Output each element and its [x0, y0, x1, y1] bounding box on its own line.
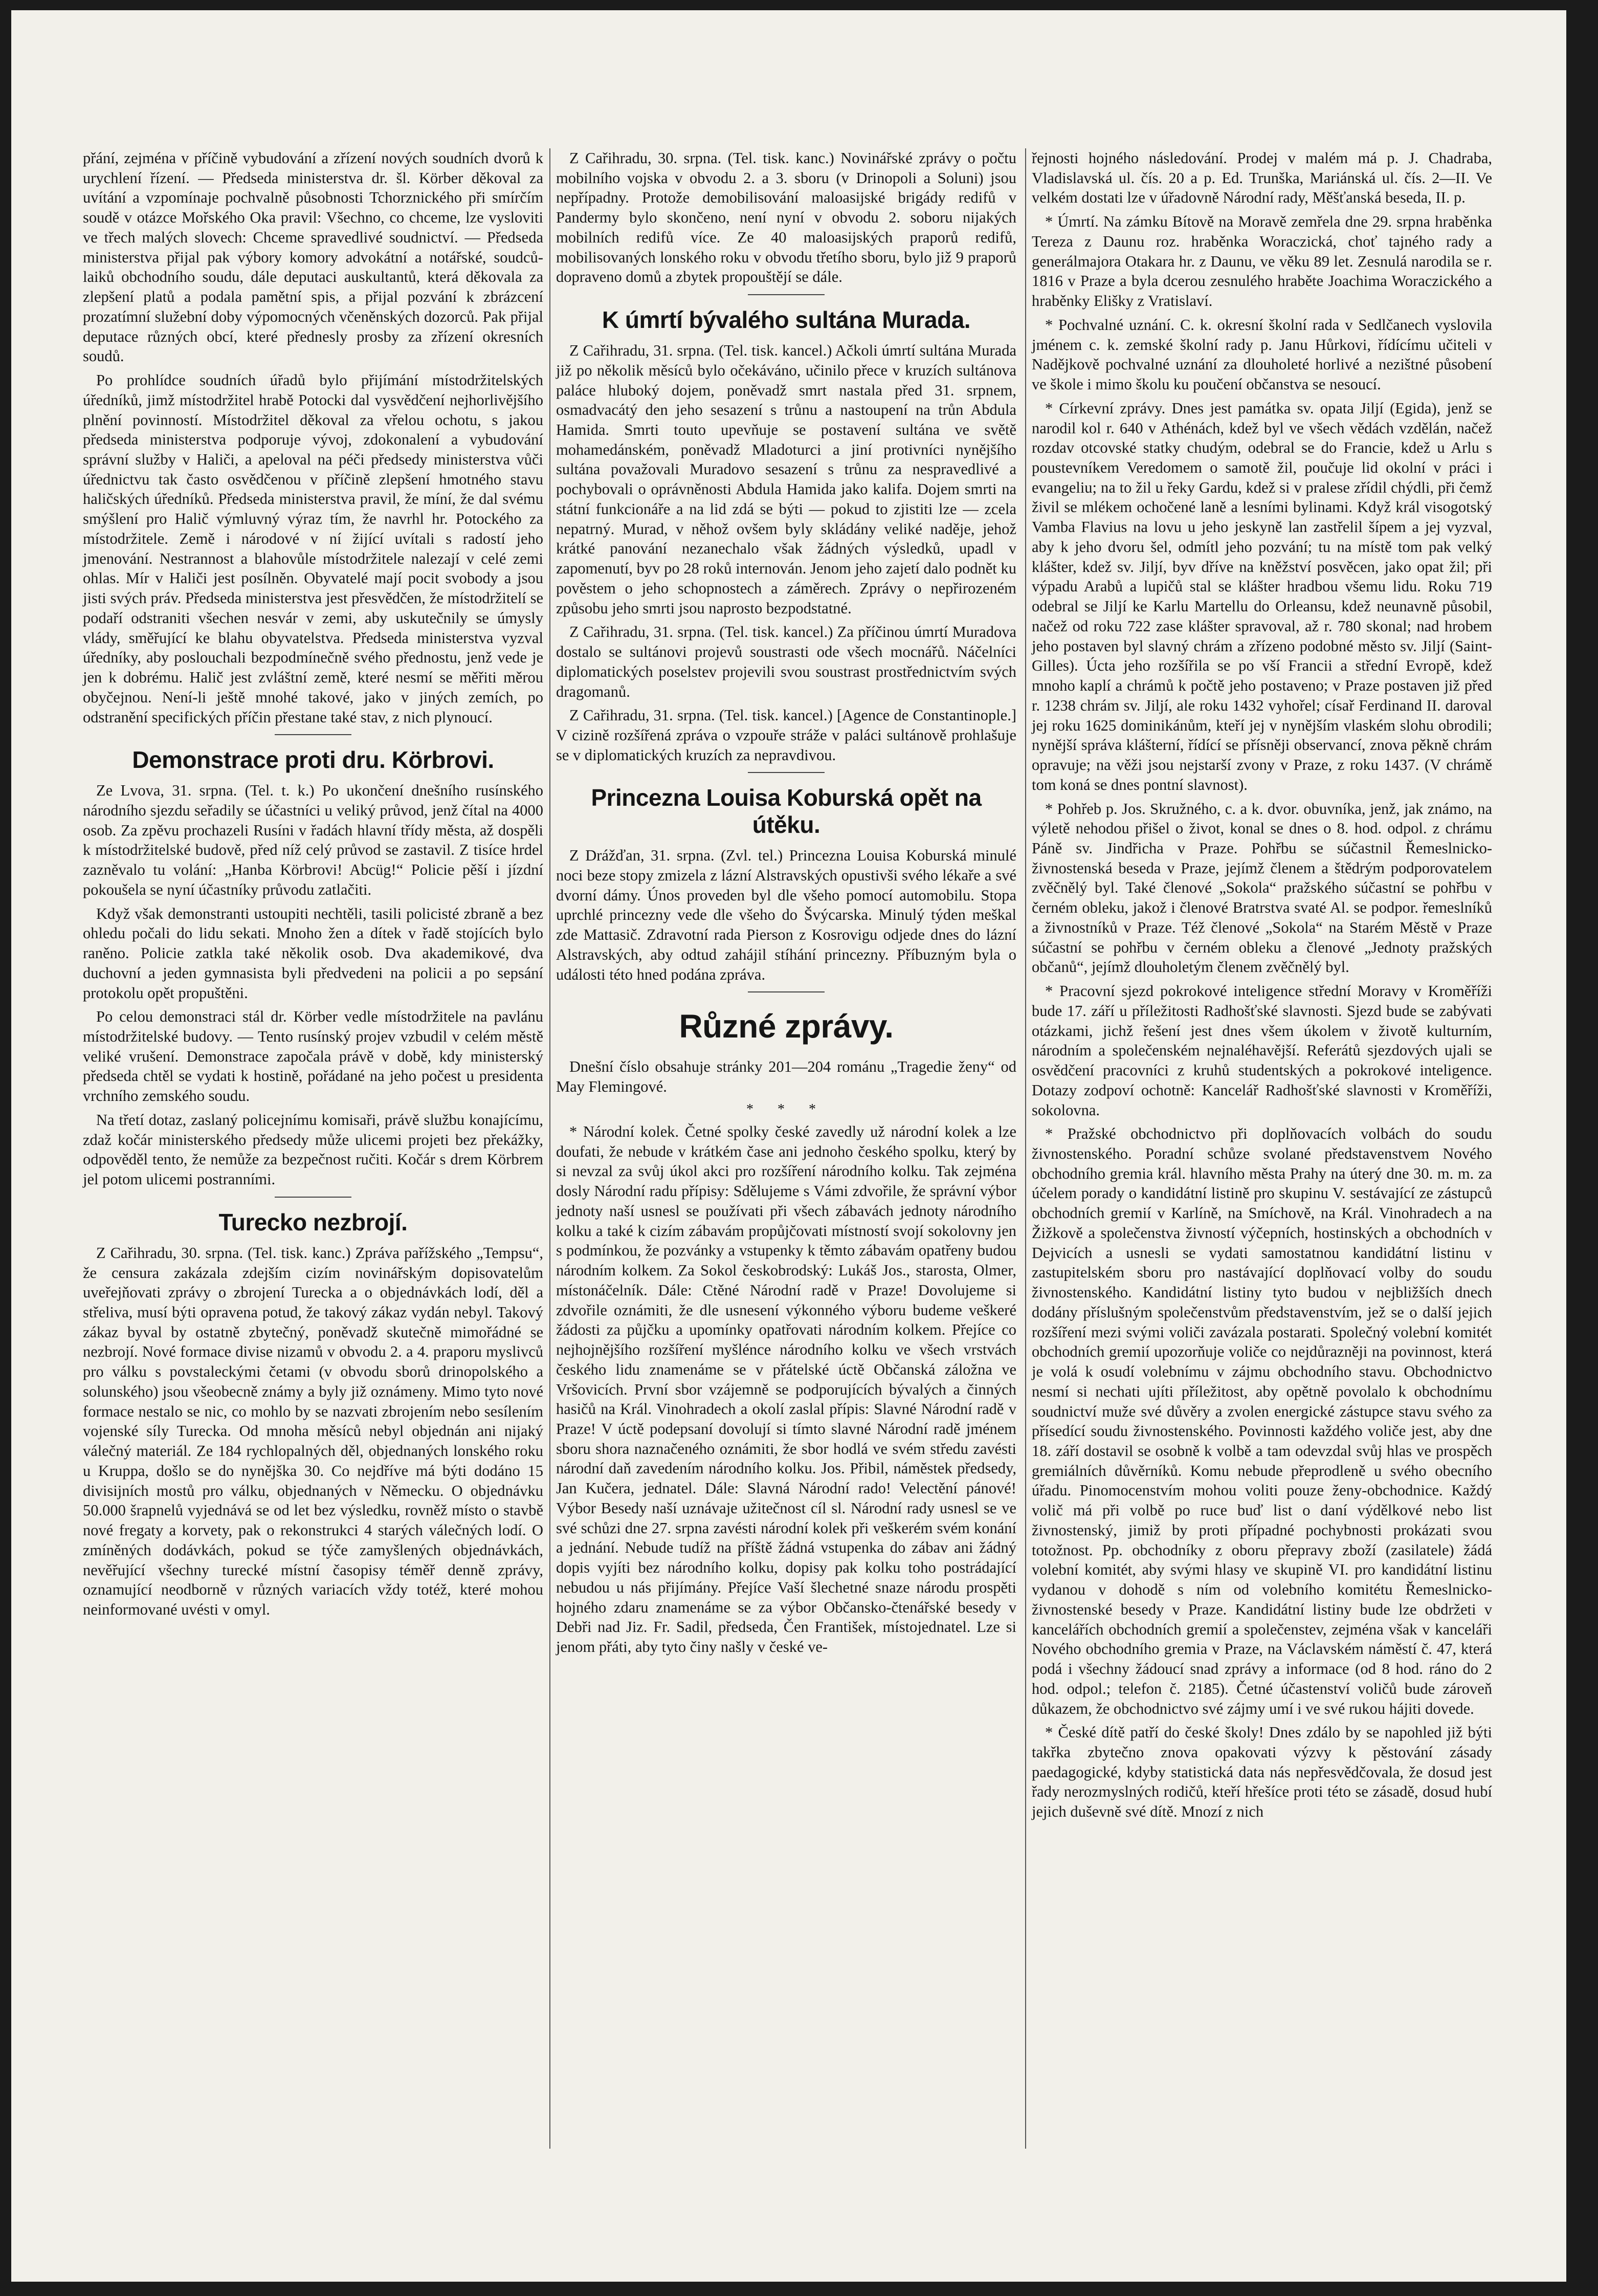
article-paragraph: * Církevní zprávy. Dnes jest památka sv. opata Jiljí (Egida), jenž se narodil kol r. 640 v Athénách, kdež byl ve všech vědách vzdělán, načež rozdav otcovské statky chudým, odebral se do Francie, kdež u Arlu s poustevníkem Veredomem o samotě žil, poučuje lid okolní v práci i evangeliu; na to žil u řeky Gardu, kdež si v pralese zřídil chýdli, při čemž živil se mlékem ochočené laně a lesními bylinami. Když král visogotský Vamba Flavius na lovu u jeho jeskyně lan zastřelil šípem a jej vyzval, aby k jeho dvoru šel, odmítl jeho pozvání; tu na místě tom pak velký klášter, kdež sv. Jiljí, byv dříve na kněžství posvěcen, jako opat žil; při výpadu Arabů a lupičů stal se klášter hradbou všemu lidu. Roku 719 odebral se Jiljí ke Karlu Martellu do Orleansu, kdež neunavně působil, načež od roku 722 zase klášter spravoval, až r. 780 skonal; nad hrobem jeho postaven byl slavný chrám a zřízeno podobné město sv. Jiljí (Saint-Gilles). Úcta jeho rozšířila se po vší Francii a střední Evropě, kdež mnoho kaplí a chrámů k počtě jeho postaveno; v Praze postaven již před r. 1238 chrám sv. Jiljí, ale roku 1432 vyhořel; císař Ferdinand II. daroval jej roku 1625 dominikánům, kteří jej v nynějším vlaském slohu obrodili; nynější správa klášterní, řídící se přísněji observancí, znova pěkně chrám opravuje; na věži jsou nejstarší zvony v Praze, z roku 1437. (V chrámě tom koná se dnes pontní slavnost).	[1032, 399, 1492, 793]
separator-rule	[748, 772, 825, 773]
column-divider	[1025, 148, 1026, 2149]
separator-rule	[275, 734, 351, 735]
ornament-dots: * * *	[746, 1101, 826, 1118]
article-paragraph: Ze Lvova, 31. srpna. (Tel. t. k.) Po ukončení dnešního rusínského národního sjezdu seřadily se účastníci u veliký průvod, jenž čítal na 4000 osob. Za zpěvu prochazeli Rusíni v řadách hlavní třídy města, až dospěli k místodržitelské budově, před níž celý průvod se zastavil. Z tisíce hrdel zazněvalo tu volání: „Hanba Körbrovi! Abcüg!“ Policie pěší i jízdní pokoušela se nyní účastníky průvodu zatlačiti.	[83, 782, 543, 898]
article-paragraph: Po prohlídce soudních úřadů bylo přijímání místodržitelských úředníků, jimž místodržitel hrabě Potocki dal vysvědčení nejhorlivějšího plnění povinností. Místodržitel děkoval za vřelou ochotu, s jakou předseda ministerstva podporuje vývoj, zdokonalení a vybudování správní služby v Haliči, a apeloval na péči předsedy ministerstva vůči úřednictvu tak často osvědčenou v příčině zlepšení hmotného stavu haličských úředníků. Předseda ministerstva pravil, že míní, že dal svému smýšlení pro Halič výmluvný výraz tím, že navrhl hr. Potockého za místodržitele. Země i národové v ní žijící uvítali s radostí jeho jmenování. Nestrannost a blahovůle místodržitele nalezají v celé zemi ohlas. Mír v Haliči jest posílněn. Obyvatelé mají pocit svobody a jsou jisti svých práv. Předseda ministerstva jest přesvědčen, že místodržitelí se podaří odstraniti všechen nesvár v zemi, aby uskutečnily se úmysly vlády, směřující ke blahu obyvatelstva. Předseda ministerstva vyzval úředníky, aby poslouchali bezpodmínečně svého přednostu, jenž vede je jen k dobrému. Halič jest zvláštní země, které nesmí se měřiti měrou obyčejnou. Není-li ještě mnohé takové, jako v jiných zemích, po odstranění specifických příčin přestane také stav, z nich plynoucí.	[83, 371, 543, 726]
article-paragraph: * Pohřeb p. Jos. Skružného, c. a k. dvor. obuvníka, jenž, jak známo, na výletě nehodou přišel o život, konal se dnes o 8. hod. odpol. z chrámu Páně sv. Jindřicha v Praze. Pohřbu se súčastnil Řemeslnicko-živnostenská beseda v Praze, jejímž členem a štědrým podporovatelem zvěčnělý byl. Také členové „Sokola“ pražského súčastní se pohřbu v černém obleku, jakož i členové Bratrstva svaté Al. se podpor. řemeslníků a živnostníků v Praze. Též členové „Sokola“ na Starém Městě v Praze súčastní se pohřbu v černém obleku a členové „Jednoty pražských občanů“, jejímž dlouholetým členem zvěčnělý byl.	[1032, 800, 1492, 976]
column-divider	[549, 148, 550, 2149]
article-paragraph: řejnosti hojného následování. Prodej v malém má p. J. Chadraba, Vladislavská ul. čís. 20 a p. Ed. Trunška, Mariánská ul. čís. 2—II. Ve velkém dostati lze v úřadovně Národní rady, Měšťanská beseda, II. p.	[1032, 149, 1492, 207]
article-paragraph: Dnešní číslo obsahuje stránky 201—204 románu „Tragedie ženy“ od May Flemingové.	[556, 1057, 1016, 1095]
article-paragraph: Po celou demonstraci stál dr. Körber vedle místodržitele na pavlánu místodržitelské budovy. — Tento rusínský projev vzbudil v celém městě veliké vrušení. Demonstrace započala právě v době, kdy ministerský předseda chtěl se vydati k hostině, pořádané na jeho počest u presidenta vrchního zemského soudu.	[83, 1008, 543, 1105]
separator-rule	[748, 294, 825, 295]
separator-rule	[748, 991, 825, 992]
article-paragraph: * Pracovní sjezd pokrokové inteligence střední Moravy v Kroměříži bude 17. září u příležitosti Radhošťské slavnosti. Sjezd bude se zabývati otázkami, jichž řešení jest dnes všem úkolem v životě kulturním, národním a společenském nejnaléhavější. Referátů sjezdových ujali se osvědčení pracovníci z kruhů studentských a pokrokové inteligence. Dotazy zodpoví ochotně: Kancelář Radhošťské slavnosti v Kroměříži, sokolovna.	[1032, 982, 1492, 1119]
article-paragraph: Z Cařihradu, 31. srpna. (Tel. tisk. kancel.) [Agence de Constantinople.] V cizině rozšířená zpráva o vzpouře stráže v paláci sultánově prohlašuje se v diplomatických kruzích za nepravdivou.	[556, 707, 1016, 764]
article-paragraph: * Pražské obchodnictvo při doplňovacích volbách do soudu živnostenského. Poradní schůze svolané představenstvem Nového obchodního gremia král. hlavního města Prahy na úterý dne 30. m. m. za účelem porady o kandidátní listině pro skupinu V. sestávající ze zástupců obchodních gremií v Karlíně, na Smíchově, na Král. Vinohradech a na Žižkově a společenstva živností výčepních, hostinských a obchodních v Dejvicích a usnesli se vydati samostatnou kandidátní listinu v zastupitelském sboru pro nastávající doplňovací volby do soudu živnostenského. Kandidátní listiny tyto budou v nejbližších dnech dodány příslušným společenstvům představenstvím, jež se o další jejich rozšíření mezi svými voliči zavázala postarati. Společný volební komitét obchodních gremií upozorňuje voliče co nejdůrazněji na povinnost, která je volá k osudí volebnímu v zájmu obchodního stavu. Obchodnictvo nesmí si nechati ujíti příležitost, aby opětně povolalo k obchodnímu soudnictví muže své důvěry a zvolen energické zástupce stavu svého za přísedící soudu živnostenského. Povinnosti každého voliče jest, aby dne 18. září dostavil se osobně k volbě a tam odevzdal svůj hlas ve prospěch gremiálních důvěrníků. Komu nebude přeprodleně u svého obecního úřadu. Pinomocenstvím mohou voliti pouze ženy-obchodnice. Každý volič má při volbě po ruce buď list o daní výdělkové nebo list živnostenský, jimiž by proti případné pochybnosti prokázati svou totožnost. Pp. obchodníky z oboru přepravy zboží (zasilatele) žádá volební komitét, aby svými hlasy ve skupině VI. pro kandidátní listinu vydanou v dohodě s ním od volebního komitétu Řemeslnicko-živnostenské besedy v Praze. Kandidátní listiny bude lze obdržeti v kancelářích obchodních gremií a společenstev, zejména však v kanceláři Nového obchodního gremia v Praze, na Václavském náměstí č. 47, která podá i všechny žádoucí snad zprávy a informace (od 8 hod. ráno do 2 hod. odpol.; telefon č. 2185). Četné účastenství voličů bude zároveň důkazem, že obchodnictvo své zájmy umí i ve své rukou hájiti dovede.	[1032, 1125, 1492, 1717]
column-3	[1032, 148, 1492, 1826]
separator-rule	[275, 1197, 351, 1198]
article-paragraph: Když však demonstranti ustoupiti nechtěli, tasili policisté zbraně a bez ohledu počali do lidu sekati. Mnoho žen a dítek v řadě stojících bylo raněno. Policie zatkla také několik osob. Dva akademikové, dva duchovní a jeden gymnasista byli předvedeni na policii a po sepsání protokolu opět propuštěni.	[83, 904, 543, 1002]
headline-turecko: Turecko nezbrojí.	[218, 1208, 408, 1235]
article-paragraph: Z Cařihradu, 30. srpna. (Tel. tisk. kanc.) Novinářské zprávy o počtu mobilního vojska v obvodu 2. a 3. sboru (v Drinopoli a Soluni) jsou nepřípadny. Protože demobilisování maloasijské brigády redifů v Pandermy bylo skončeno, není nyní v obvodu 2. soboru nijakých mobilních redifů více. Ze 40 maloasijských praporů redifů, mobilisovaných lonského roku v obvodu třetího sboru, bylo již 9 praporů dopraveno domů a zbytek propouštějí se dále.	[556, 149, 1016, 286]
article-paragraph: * Národní kolek. Četné spolky české zavedly už národní kolek a lze doufati, že nebude v krátkém čase ani jednoho českého spolku, který by si nevzal za svůj úkol akci pro rozšíření národního kolku. Tak zejména dosly Národní radu přípisy: Sdělujeme s Vámi zdvořile, že správní výbor jednoty naší usnesl se používati při všech zábavách jednoty národního kolku a také k cizím zábavám propůjčovati místností svojí sokolovny jen s podmínkou, že pozvánky a vstupenky k těmto zábavám opatřeny budou národním kolkem. Za Sokol českobrodský: Lukáš Jos., starosta, Olmer, místonáčelník. Dále: Ctěné Národní radě v Praze! Dovolujeme si zdvořile oznámiti, že dle usnesení výkonného výboru budeme veškeré žádosti za půjčku a upomínky opatřovati národním kolkem. Přejíce co nejhojnějšího rozšíření myšlénce národního kolku ve všech vrstvách českého lidu znamenáme se v přátelské úctě Občanská záložna ve Vršovicích. První sbor vzájemně se podporujících bývalých a činných hasičů na Král. Vinohradech a okolí zaslal přípis: Slavné Národní radě v Praze! V úctě podepsaní dovolují si tímto slavné Národní radě jménem sboru shora naznačeného oznámiti, že sbor hodlá ve svém středu zavésti národní daň zavedením národního kolku. Jos. Přibil, náměstek předsedy, Jan Kučera, jednatel. Dále: Slavná Národní rado! Velectění pánové! Výbor Besedy naší uznávaje užitečnost cíl sl. Národní rady usnesl se ve své schůzi dne 27. srpna zavésti národní kolek při veškerém svém konání a jednání. Nebude tudíž na příště žádná vstupenka do zábav ani žádný dopis vyjíti bez národního kolku, dopisy pak kolku toho postrádající nebudou u nás přijímány. Přejíce Vaší šlechetné snaze národu prospěti hojného zdaru znamenáme se za výbor Občansko-čtenářské besedy v Debři nad Jiz. Fr. Sadil, předseda, Čen František, místojednatel. Lze si jenom přáti, aby tyto činy našly v české ve-	[556, 1122, 1016, 1656]
headline-murad: K úmrtí bývalého sultána Murada.	[602, 306, 971, 334]
article-paragraph: přání, zejména v příčině vybudování a zřízení nových soudních dvorů k urychlení řízení. — Předseda ministerstva dr. šl. Körber děkoval za uvítání a vzpomínaje pochvalně působnosti Tchorznického při smírčím soudě v otázce Mořského Oka pravil: Všechno, co chceme, lze vysloviti ve třech malých slovech: Chceme spravedlivé soudnictví. — Předseda ministerstva přijal pak výbory komory advokátní a notářské, soudců-laiků obchodního soudu, dále deputaci auskultantů, která děkovala za zlepšení platů a podala pamětní spis, a přijal pozvání k zbrázcení prozatímní služební doby výpomocných včeněnských dozorců. Pak přijal deputace různých obcí, které přednesly prosby za zřízení okresních soudů.	[83, 149, 543, 365]
article-paragraph: Z Cařihradu, 31. srpna. (Tel. tisk. kancel.) Ačkoli úmrtí sultána Murada již po několik měsíců bylo očekáváno, učinilo přece v kruzích sultánova paláce hluboký dojem, poněvadž smrt nastala před 31. srpnem, osmadvacátý den jeho sesazení s trůnu a nastoupení na trůn Abdula Hamida. Smrti touto upevňuje se postavení sultána ve světě mohamedánském, poněvadž Mladoturci a jiní protivníci nynějšího sultána považovali Muradovo sesazení s trůnu za nespravedlivé a pochybovali o oprávněnosti Abdula Hamida jako kalifa. Dojem smrti na státní funkcionáře a na lid zdá se býti — pokud to zjistiti lze — zcela nepatrný. Murad, v něhož ovšem byly skládány veliké naděje, jehož krátké panování nezanechalo však žádných výsledků, upadl v zapomenutí, byv po 28 roků internován. Jenom jeho zajetí dalo podnět ku pověstem o jeho schopnostech a záměrech. Zprávy o nepřirozeném způsobu jeho smrti jsou naprosto bezpodstatné.	[556, 342, 1016, 617]
article-paragraph: Z Drážďan, 31. srpna. (Zvl. tel.) Princezna Louisa Koburská minulé noci beze stopy zmizela z lázní Alstravských opustivši svého lékaře a své dvorní dámy. Únos proveden byl dle všeho pomocí automobilu. Stopa uprchlé princezny vede dle všeho do Švýcarska. Minulý týden meškal zde Mattasič. Zdravotní rada Pierson z Kosrovigu odjede dnes do lázní Alstravských, aby odtud zahájil stíhání princezny. Příbuzným byla o události této hned podána zpráva.	[556, 847, 1016, 983]
headline-demonstrace: Demonstrace proti dru. Körbrovi.	[132, 746, 494, 774]
article-paragraph: Na třetí dotaz, zaslaný policejnímu komisaři, právě službu konajícímu, zdaž kočár ministerského předsedy může ulicemi projeti bez překážky, odpověděl tento, že nemůže za bezpečnost ručiti. Kočár s drem Körbrem jel potom ulicemi postranními.	[83, 1111, 543, 1188]
column-2	[556, 148, 1016, 1661]
newspaper-page	[11, 10, 1566, 2282]
headline-ruzne-zpravy: Různé zprávy.	[679, 1008, 894, 1045]
column-1	[83, 148, 543, 1624]
article-paragraph: * Úmrtí. Na zámku Bítově na Moravě zemřela dne 29. srpna hraběnka Tereza z Daunu roz. hraběnka Woraczická, choť tajného rady a generálmajora Otakara hr. z Daunu, ve věku 89 let. Zesnulá narodila se r. 1816 v Praze a byla dcerou zesnulého hraběte Joachima Woraczického a hraběnky Elišky z Vratislaví.	[1032, 213, 1492, 310]
article-paragraph: * České dítě patří do české školy! Dnes zdálo by se napohled již býti takřka zbytečno znova opakovati výzvy k pěstování zásady paedagogické, kdyby statistická data nás nepřesvědčovala, že dosud jest řady nerozmyslných rodičů, kteří hřešíce proti této se zásadě, dosud hubí jejich duševně své dítě. Mnozí z nich	[1032, 1724, 1492, 1821]
article-paragraph: * Pochvalné uznání. C. k. okresní školní rada v Sedlčanech vyslovila jménem c. k. zemské školní rady p. Janu Hůrkovi, řídícímu učiteli v Nadějkově pochvalné uznání za dlouholeté horlivé a nezištné působení ve škole i mimo školu ku poučení občanstva se nesoucí.	[1032, 316, 1492, 393]
article-paragraph: Z Cařihradu, 30. srpna. (Tel. tisk. kanc.) Zpráva pařížského „Tempsu“, že censura zakázala zdejším cizím novinářským dopisovatelům uveřejňovati zprávy o zbrojení Turecka a o objednávkách lodí, děl a střeliva, musí býti opravena potud, že takový zákaz vydán nebyl. Takový zákaz byval by ostatně zbytečný, poněvadž skutečně mimořádné se nezbrojí. Nové formace divise nizamů v obvodu 2. a 4. praporu myslivců pro válku s povstaleckými četami (v obvodu sborů drinopolského a solunského) jsou všeobecně známy a byly již oznámeny. Mimo tyto nové formace nestalo se nic, co mohlo by se nazvati zbrojením nebo sesílením vojenské síly Turecka. Od mnoha měsíců nebyl objednán ani nijaký válečný materiál. Ze 184 rychlopalných děl, objednaných lonského roku u Kruppa, došlo se do nynějška 30. Co nejdříve má býti dodáno 15 divisijních mostů pro válku, objednaných v Německu. O objednávku 50.000 šrapnelů vyjednává se od let bez výsledku, rovněž místo o stavbě nové fregaty a korvety, pak o rekonstrukci 4 starých válečných lodí. O zmíněných dodávkách, pokud se týče zamyšlených objednávkách, nevěřující všechny turecké místní časopisy téměř denně zprávy, oznamující neodborně v různých variacích vždy totéž, které mohou neinformované uvésti v omyl.	[83, 1244, 543, 1618]
article-paragraph: Z Cařihradu, 31. srpna. (Tel. tisk. kancel.) Za příčinou úmrtí Muradova dostalo se sultánovi projevů soustrasti ode všech mocnářů. Náčelníci diplomatických poselstev projevili svou soustrast prostřednictvím svých dragomanů.	[556, 623, 1016, 700]
headline-princezna: Princezna Louisa Koburská opět na útěku.	[591, 784, 982, 838]
